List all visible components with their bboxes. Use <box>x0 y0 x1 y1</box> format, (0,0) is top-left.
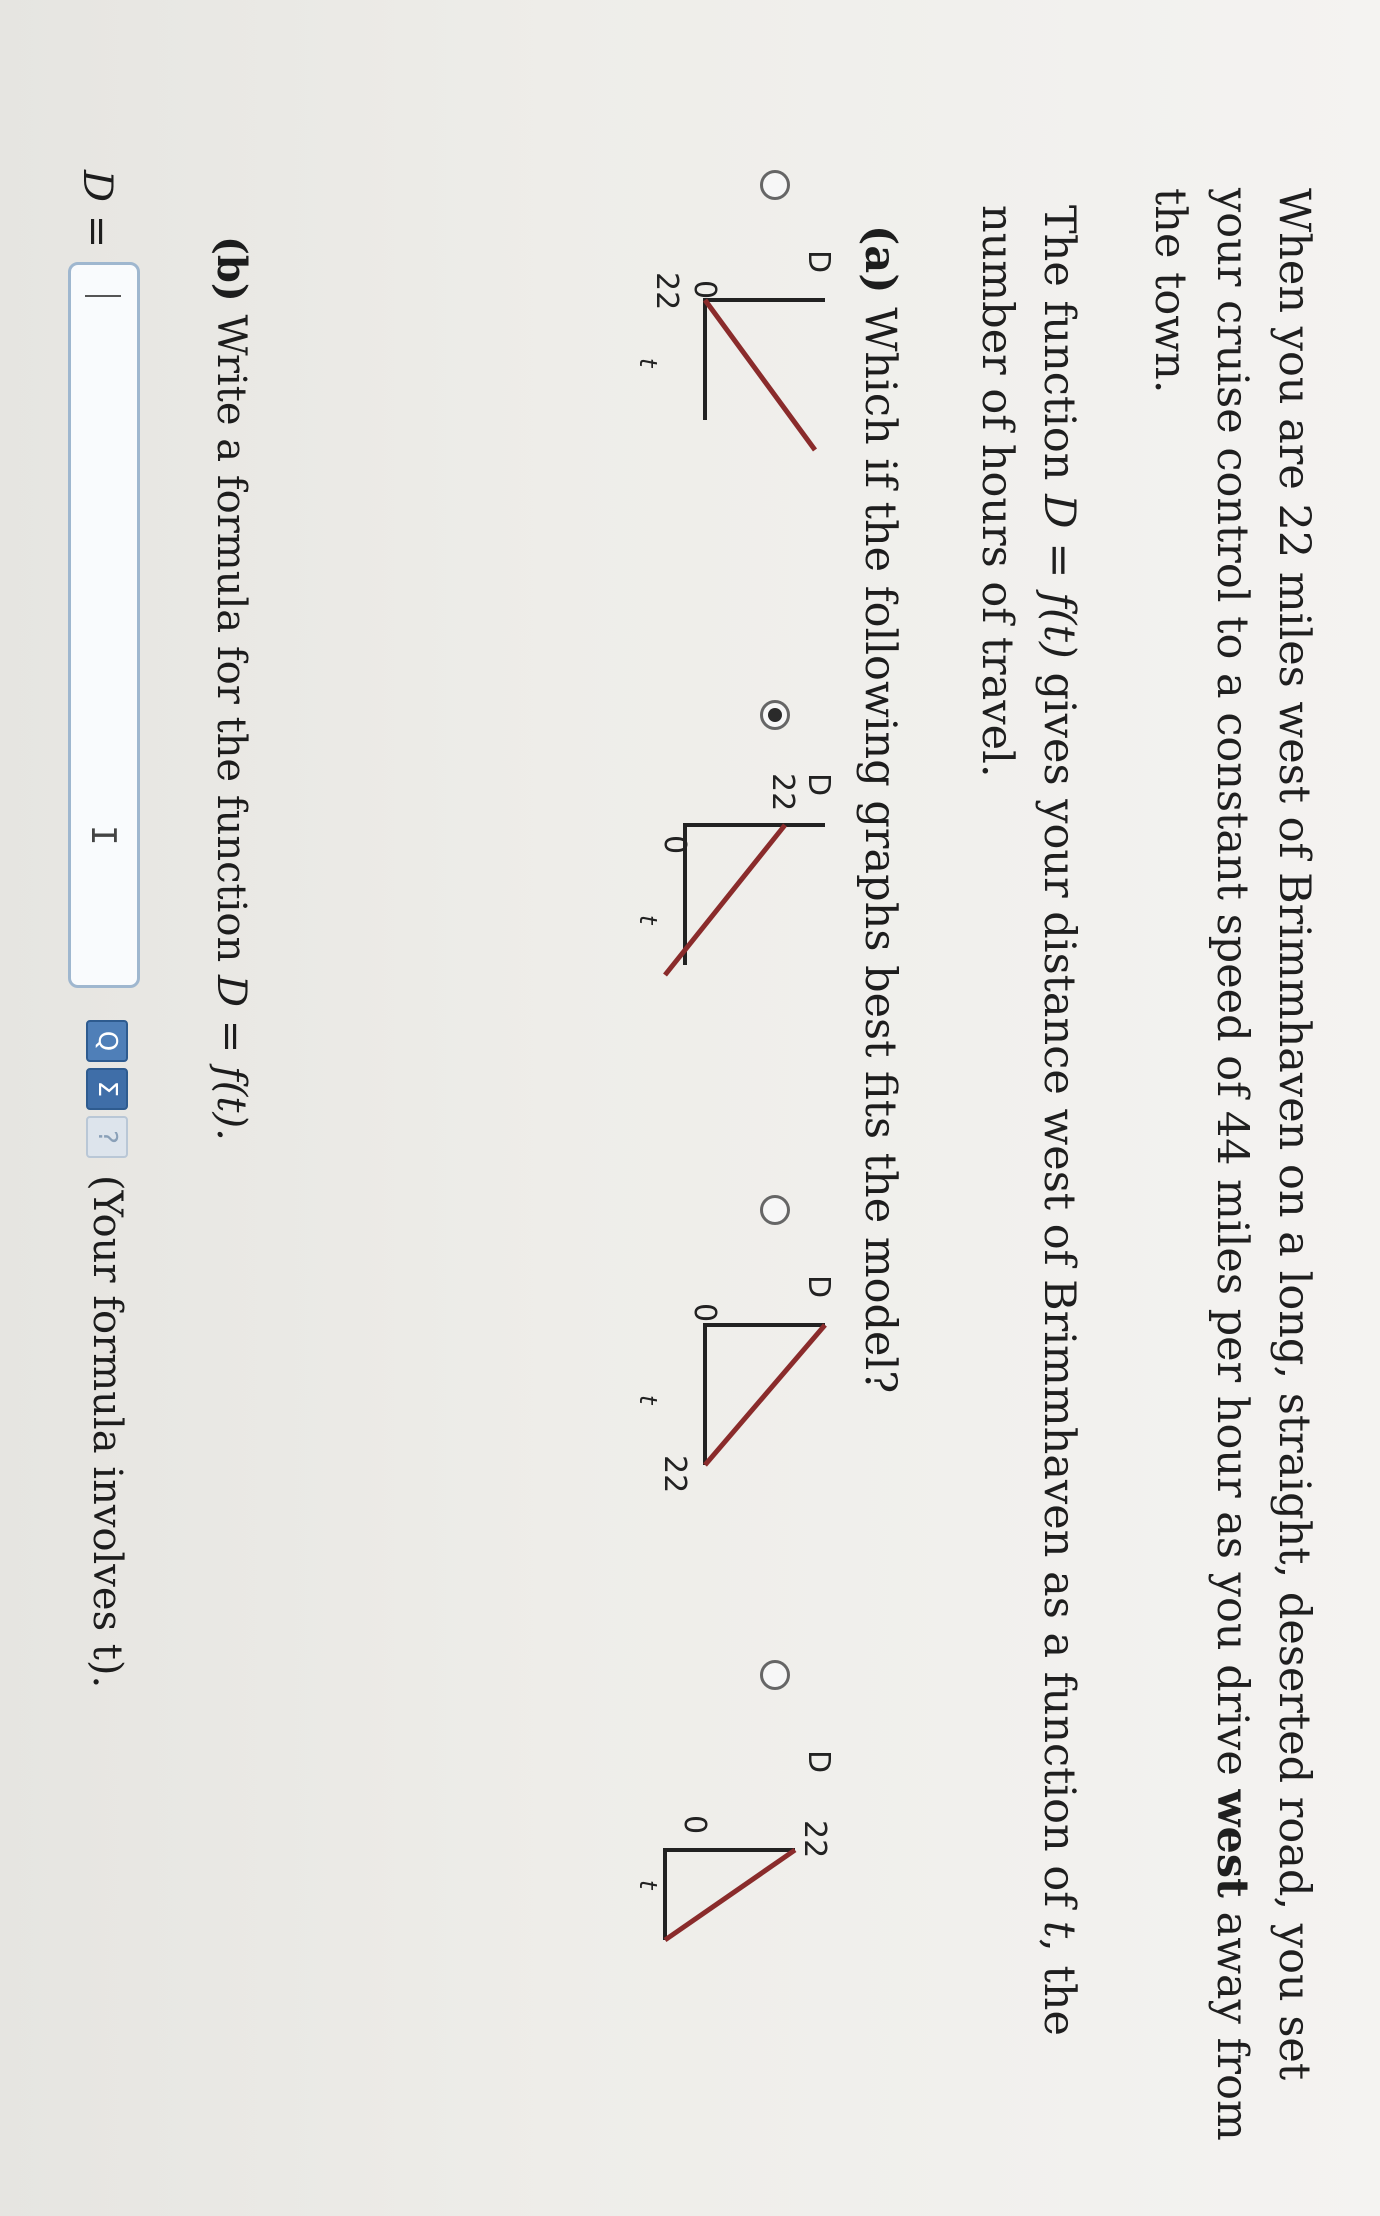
graph-c-origin: 0 <box>687 1303 722 1323</box>
option-a-graph[interactable] <box>635 240 845 460</box>
part-b-text: Write a formula for the function <box>208 314 254 963</box>
graph-d-value-label: 22 <box>797 1820 832 1859</box>
graph-b-origin: 0 <box>657 835 692 855</box>
text-caret <box>85 295 121 297</box>
function-text-2: gives your distance west of Brimmhaven as a function of <box>1034 672 1084 1908</box>
ibeam-cursor-icon: I <box>83 825 123 846</box>
option-c-radio[interactable] <box>760 1195 790 1225</box>
part-b-label: (b) <box>208 236 255 302</box>
graph-a-origin: 0 <box>687 280 722 300</box>
variable-t: t <box>1034 1920 1084 1939</box>
formula-hint: (Your formula involves t). <box>84 1175 130 1689</box>
graph-b-t-label: t <box>634 915 662 925</box>
help-icon[interactable]: ? <box>86 1116 128 1158</box>
graph-c-value-label: 22 <box>657 1455 692 1494</box>
intro-bold-word: west <box>1207 1789 1257 1898</box>
sigma-icon[interactable]: Σ <box>86 1068 128 1110</box>
graph-d-origin: 0 <box>677 1815 712 1835</box>
option-c-graph[interactable] <box>634 1265 845 1494</box>
graph-c-d-label: D <box>801 1275 836 1299</box>
function-expression: D = f(t) <box>1034 494 1084 659</box>
problem-intro <box>1139 188 1325 2178</box>
part-b-function-expression: D = f(t). <box>208 974 254 1141</box>
option-d-graph[interactable] <box>635 1740 845 1960</box>
option-b-radio[interactable] <box>760 700 790 730</box>
graph-d-d-label: D <box>801 1750 836 1774</box>
preview-icon[interactable]: Q <box>86 1020 128 1062</box>
function-text-1: The function <box>1034 205 1084 481</box>
graph-c-line <box>705 1325 825 1465</box>
intro-text: When you are 22 miles west of Brimmhaven on a long, straight, deserted road, you set your cruise control to a constant speed of 44 miles per hour as you drive <box>1207 188 1319 2081</box>
part-a-question <box>855 225 905 1393</box>
graph-b-d-label: D <box>801 773 836 797</box>
graph-a-line <box>705 300 815 450</box>
option-a-radio[interactable] <box>760 170 790 200</box>
intro-end-text: away from the town. <box>1145 188 1257 2141</box>
graph-c-t-label: t <box>634 1395 662 1405</box>
option-d-radio[interactable] <box>760 1660 790 1690</box>
graph-d-line <box>665 1850 795 1940</box>
part-b-question <box>208 236 255 1141</box>
part-a-label: (a) <box>855 225 905 294</box>
part-a-text: Which if the following graphs best fits the model? <box>855 307 905 1394</box>
function-text-3: , the number of hours of travel. <box>972 205 1084 2036</box>
graph-a-axes <box>705 300 825 420</box>
function-description <box>966 205 1090 2105</box>
formula-input[interactable] <box>68 262 140 988</box>
graph-a-t-label: t <box>634 358 662 368</box>
graph-d-t-label: t <box>634 1880 662 1890</box>
graph-a-value-label: 22 <box>649 272 684 311</box>
graph-a-d-label: D <box>801 250 836 274</box>
graph-b-axes <box>685 825 825 965</box>
answer-prefix: D = <box>74 170 120 249</box>
option-b-graph[interactable] <box>635 765 845 985</box>
graph-b-value-label: 22 <box>765 773 800 812</box>
